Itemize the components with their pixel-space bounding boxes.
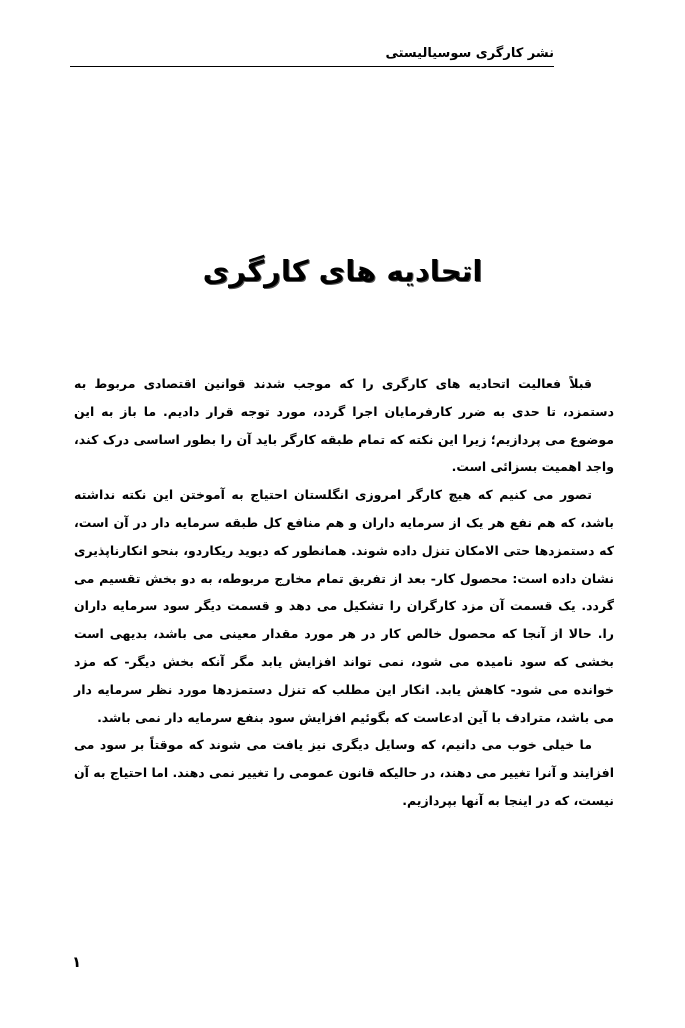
header-rule <box>70 66 554 67</box>
page-number: ۱ <box>72 953 82 971</box>
chapter-title: اتحادیه های کارگری <box>202 254 483 288</box>
running-header: نشر کارگری سوسیالیستی <box>385 46 554 61</box>
paragraph-1: قبلاً فعالیت اتحادیه های کارگری را که موجب شدند قوانین اقتصادی مربوط به دستمزد، تا حدی به ضرر کارفرمایان اجرا گردد، مورد توجه قرار دادیم. ما باز به این موضوع می پردازیم؛ زیرا این نکته که تمام طبقه کارگر باید آن را بطور اساسی درک کند، واجد اهمیت بسزائی است. <box>74 376 614 475</box>
paragraph-3: ما خیلی خوب می دانیم، که وسایل دیگری نیز یافت می شوند که موقتاً بر سود می افزایند و آنرا تغییر می دهند، در حالیکه قانون عمومی را تغییر نمی دهند. اما احتیاج به آن نیست، که در اینجا به آنها بپردازیم. <box>73 737 614 808</box>
paragraph-2: تصور می کنیم که هیچ کارگر امروزی انگلستان احتیاج به آموختن این نکته نداشته باشد، که هم نفع هر یک از سرمایه داران و هم منافع کل طبقه سرمایه دار در آن است، که دستمزدها حتی الامکان تنزل داده شوند. همانطور که دیوید ریکاردو، بنحو انکارناپذیری نشان داده است: محصول کار- بعد از تفریق تمام مخارج مربوطه، به دو بخش تقسیم می گردد. یک قسمت آن مزد کارگران را تشکیل می دهد و قسمت دیگر سود سرمایه داران را. حالا از آنجا که محصول خالص کار در هر مورد مقدار معینی می باشد، بدیهی است بخشی که سود نامیده می شود، نمی تواند افزایش یابد مگر آنکه بخش دیگر- که مزد خوانده می شود- کاهش یابد. انکار این مطلب که تنزل دستمزدها مورد نظر سرمایه دار می باشد، مترادف با آین ادعاست که بگوئیم افزایش سود بنفع سرمایه دار نمی باشد. <box>74 487 614 725</box>
body-text <box>74 370 614 815</box>
